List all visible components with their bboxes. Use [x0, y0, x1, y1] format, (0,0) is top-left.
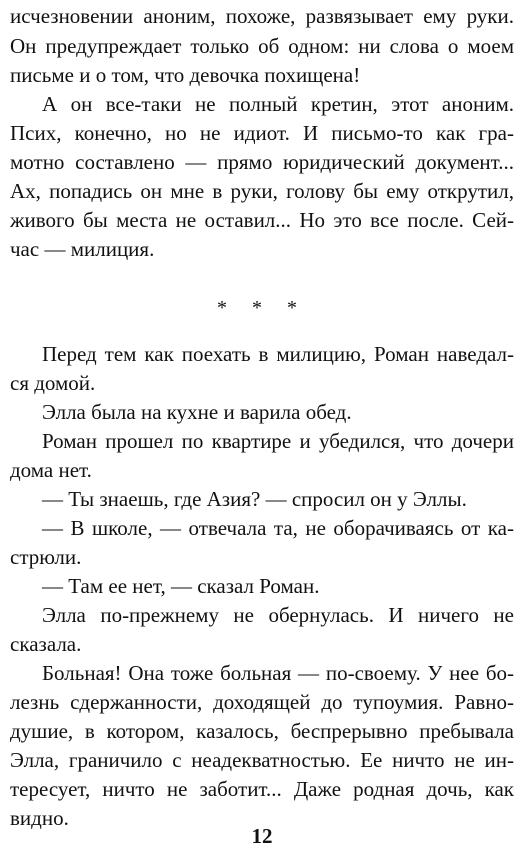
text-line: Роман прошел по квартире и убедился, что дочери	[42, 429, 514, 453]
text-line: Перед тем как поехать в милицию, Роман наведал-	[42, 342, 514, 366]
text-line: душие, в котором, казалось, беспрерывно пребывала	[10, 719, 514, 743]
text-line: — Ты знаешь, где Азия? — спросил он у Эллы.	[42, 487, 467, 511]
text-line: стрюли.	[10, 545, 82, 569]
text-line: тересует, ничто не заботит... Даже родная дочь, как	[10, 777, 514, 801]
text-line: письме и о том, что девочка похищена!	[10, 63, 361, 87]
text-line: живого бы места не оставил... Но это все после. Сей-	[10, 208, 514, 232]
text-line: сказала.	[10, 632, 82, 656]
text-line: Псих, конечно, но не идиот. И письмо-то как гра-	[10, 121, 514, 145]
text-line: — Там ее нет, — сказал Роман.	[42, 574, 320, 598]
text-line: дома нет.	[10, 458, 92, 482]
text-line: Он предупреждает только об одном: ни слова о моем	[10, 34, 514, 58]
text-line: мотно составлено — прямо юридический документ...	[10, 150, 514, 174]
text-line: — В школе, — отвечала та, не оборачиваясь от ка-	[42, 516, 514, 540]
text-line: Элла, граничило с неадекватностью. Ее ничто не ин-	[10, 748, 514, 772]
text-line: лезнь сдержанности, доходящей до тупоумия. Равно-	[10, 690, 514, 714]
section-separator: * * *	[217, 297, 307, 319]
text-line: час — милиция.	[10, 237, 155, 261]
text-line: Элла была на кухне и варила обед.	[42, 400, 352, 424]
text-line: Элла по-прежнему не обернулась. И ничего не	[42, 603, 514, 627]
text-line: исчезновении аноним, похоже, развязывает ему руки.	[10, 4, 514, 28]
text-line: Ах, попадись он мне в руки, голову бы ему открутил,	[10, 179, 514, 203]
text-line: ся домой.	[10, 371, 96, 395]
text-line: видно.	[10, 806, 69, 830]
text-line: Больная! Она тоже больная — по-своему. У нее бо-	[42, 661, 514, 685]
text-line: А он все-таки не полный кретин, этот аноним.	[42, 92, 514, 116]
page-number: 12	[251, 824, 273, 848]
